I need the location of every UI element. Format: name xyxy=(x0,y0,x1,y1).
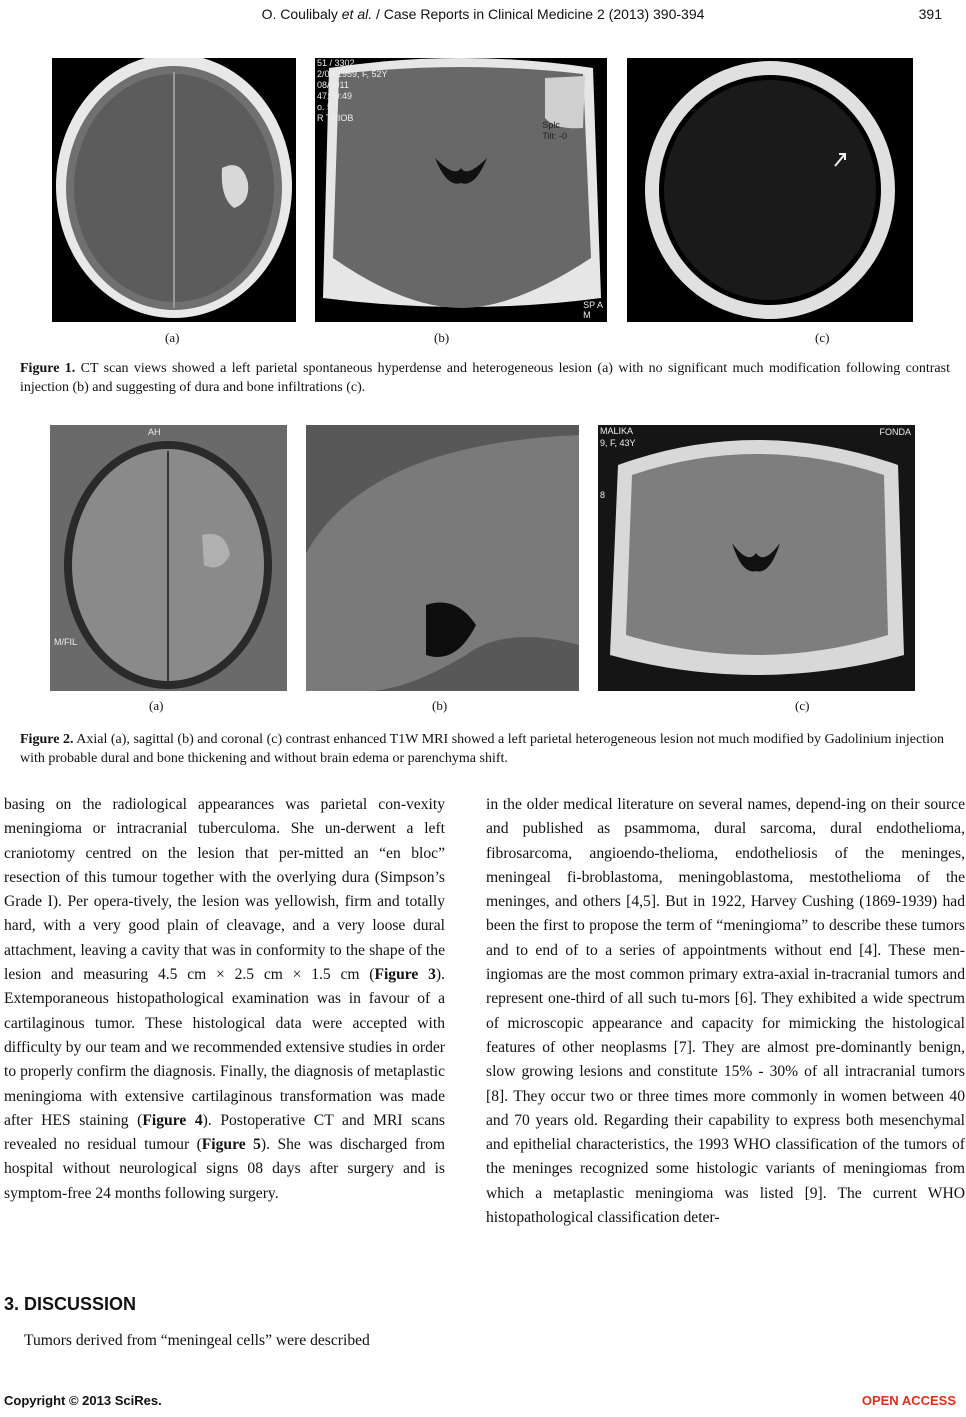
header-authors: O. Coulibaly xyxy=(261,6,342,22)
ct-overlay-text: 47:50:49 xyxy=(317,91,353,101)
ct-overlay-text: 51 / 3302 xyxy=(317,58,355,68)
figure2-caption-text: Axial (a), sagittal (b) and coronal (c) contrast enhanced T1W MRI showed a left parietal heterogeneous lesion not much modified by Gadolinium injection with probable dural and bone thickening and without brain edema or parenchyma shift. xyxy=(20,732,944,766)
ct-overlay-text: o. 5 xyxy=(317,102,333,112)
open-access-badge: OPEN ACCESS xyxy=(861,1393,956,1408)
mri-sagittal-image xyxy=(306,425,579,691)
body-paragraph: in the older medical literature on several names, depend-ing on their source and published as psammoma, dural sarcoma, dural endothelioma, fibrosarcoma, angioendo-thelioma, endotheliosis of the meninges, meningeal fi-broblastoma, meningoblastoma, mestothelioma of the meninges, and others [4,5]. But in 1922, Harvey Cushing (1869-1939) had been the first to propose the term of “meningioma” to describe these tumors and to end of to a series of appointments without end [4]. These men-ingiomas are the most common primary extra-axial in-tracranial tumors and represent one-third of all such tu-mors [6]. They exhibited a wide spectrum of microscopic appearance and capacity for mimicking the histological features of other neoplasms [7]. They are almost pre-dominantly benign, slow growing lesions and constitute 15% - 30% of all intracranial tumors [8]. They occur two or three times more commonly in women between 40 and 70 years old. Regarding their capability to express both mesenchymal and epithelial characteristics, the 1993 WHO classification of the tumors of the meninges recognized some histologic variants of meningiomas from which a metaplastic meningioma was listed [9]. The current WHO histopathological classification deter- xyxy=(486,796,965,1227)
figure2-panel-c xyxy=(598,425,915,691)
figure-reference: Figure 3 xyxy=(374,966,436,984)
ct-overlay-text: R THIOB xyxy=(317,113,354,123)
copyright-text: Copyright © 2013 SciRes. xyxy=(4,1393,162,1408)
ct-overlay-text: M xyxy=(583,310,591,320)
mri-overlay-text: 9, F, 43Y xyxy=(600,438,636,448)
figure-reference: Figure 5 xyxy=(201,1136,261,1154)
mri-overlay-text: 8 xyxy=(600,490,606,500)
mri-overlay-text: MALIKA xyxy=(600,426,634,436)
body-text: ). Postoperative CT and MRI scans revealed no residual tumour ( xyxy=(4,1111,445,1154)
running-header xyxy=(0,6,966,26)
figure1-label-b: (b) xyxy=(434,330,450,345)
body-text: basing on the radiological appearances was parietal con-vexity meningioma or intracranial tuberculoma. She un-derwent a left craniotomy centred on the lesion that per-mitted an “en bloc” resection of this tumour together with the overlying dura (Simpson’s Grade I). Per opera-tively, the lesion was yellowish, firm and totally hard, with a very good plain of cleavage, and a very loose dural attachment, leaving a cavity that was in conformity to the shape of the lesion and measuring 4.5 cm × 2.5 cm × 1.5 cm ( xyxy=(4,796,445,984)
ct-overlay-text: Tilt: -0 xyxy=(542,131,567,141)
ct-overlay-text: Splc xyxy=(542,120,560,130)
ct-axial-image xyxy=(52,58,296,322)
figure2-label-b: (b) xyxy=(432,698,448,713)
figure1-panel-b xyxy=(315,58,607,322)
figure1-panel-a xyxy=(52,58,296,322)
figure1-caption-label: Figure 1. xyxy=(20,361,76,376)
page-number: 391 xyxy=(918,6,942,22)
figure1-caption xyxy=(20,359,950,397)
figure2-caption-label: Figure 2. xyxy=(20,732,74,747)
ct-overlay-text: 08/2011 xyxy=(317,80,349,90)
header-etal: et al. xyxy=(341,6,373,22)
column-right xyxy=(486,793,965,1230)
mri-overlay-text: AH xyxy=(148,427,161,437)
section-heading: 3. DISCUSSION xyxy=(4,1294,137,1314)
mri-coronal-image xyxy=(598,425,915,691)
body-paragraph: Tumors derived from “meningeal cells” were described xyxy=(24,1332,370,1349)
figure2-panel-a xyxy=(50,425,287,691)
ct-bone-window-image xyxy=(627,58,913,322)
body-text: ). Extemporaneous histopathological examination was in favour of a cartilaginous tumor. These histological data were accepted with difficulty by our team and we recommended extensive studies in order to properly confirm the diagnosis. Finally, the diagnosis of metaplastic meningioma with extensive cartilaginous transformation was made after HES staining ( xyxy=(4,966,445,1129)
figure1-panel-c xyxy=(627,58,913,322)
figure1-label-a: (a) xyxy=(165,330,180,345)
ct-overlay-text: 2/08/1959, F, 52Y xyxy=(317,69,388,79)
figure2-caption xyxy=(20,730,944,768)
running-title xyxy=(0,6,966,22)
mri-overlay-text: FONDA xyxy=(879,427,911,437)
figure2-label-a: (a) xyxy=(149,698,164,713)
figure2-panel-b xyxy=(306,425,579,691)
body-paragraph xyxy=(4,793,445,1206)
body-text: ). She was discharged from hospital without neurological signs 08 days after surgery and is symptom-free 24 months following surgery. xyxy=(4,1136,446,1202)
figure1-label-c: (c) xyxy=(815,330,830,345)
figure2-label-c: (c) xyxy=(795,698,810,713)
header-journal: / Case Reports in Clinical Medicine 2 (2013) 390-394 xyxy=(372,6,705,22)
figure1-caption-text: CT scan views showed a left parietal spontaneous hyperdense and heterogeneous lesion (a) with no significant much modification following contrast injection (b) and suggesting of dura and bone infiltrations (c). xyxy=(20,361,950,395)
figure-reference: Figure 4 xyxy=(142,1111,203,1129)
column-left xyxy=(4,793,445,1206)
ct-overlay-text: SP A xyxy=(583,300,603,310)
mri-axial-image xyxy=(50,425,287,691)
mri-overlay-text: M/FIL xyxy=(54,637,78,647)
